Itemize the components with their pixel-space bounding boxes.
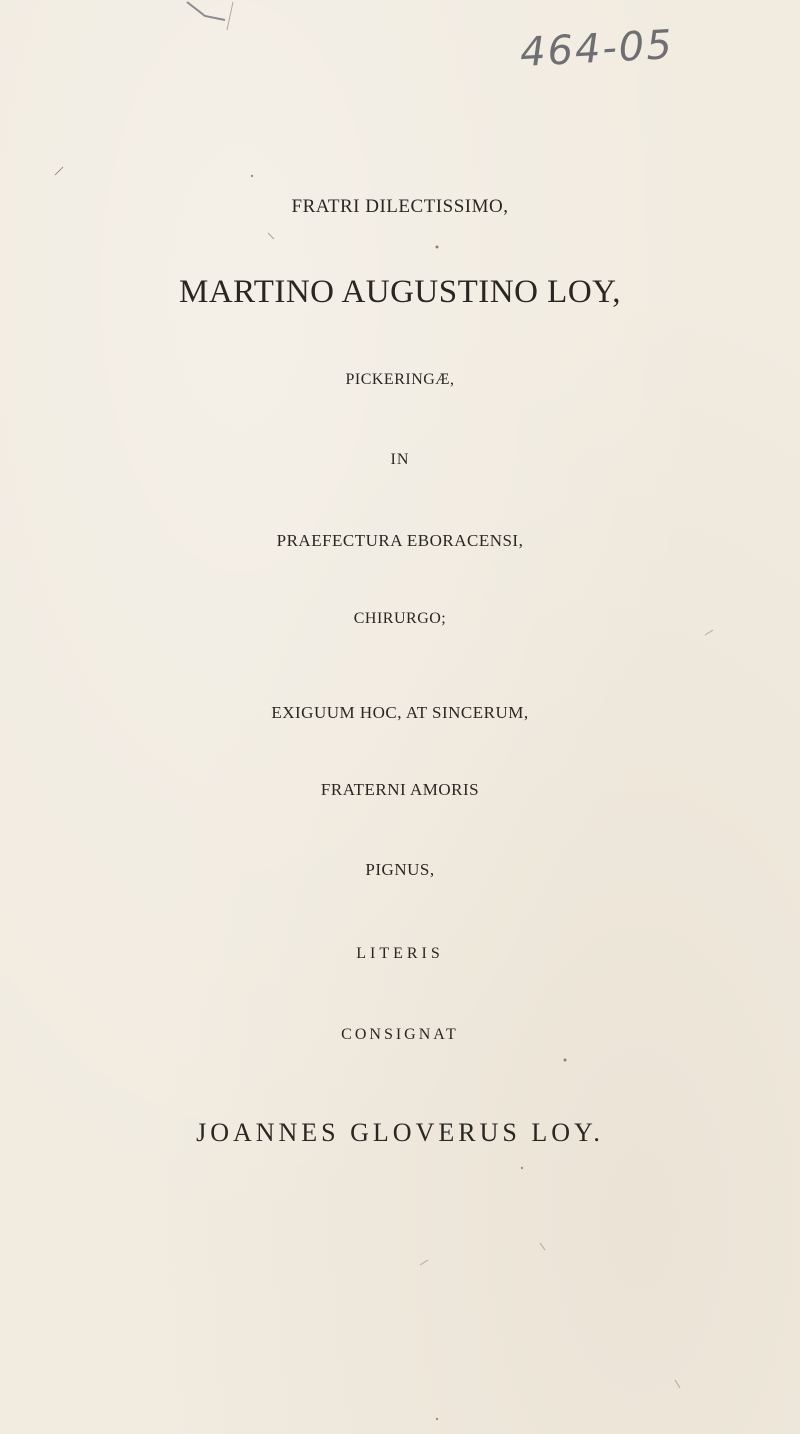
dedication-line-exiguum: EXIGUUM HOC, AT SINCERUM, (271, 703, 529, 722)
dedication-line-literis: LITERIS (356, 945, 444, 962)
dedication-line-pignus: PIGNUS, (365, 860, 435, 879)
dedication-line-praefectura: PRAEFECTURA EBORACENSI, (276, 531, 524, 550)
dedication-line-chirurgo: CHIRURGO; (353, 610, 447, 627)
dedication-line-consignat: CONSIGNAT (341, 1026, 459, 1043)
dedication-line-fraterni: FRATERNI AMORIS (320, 780, 480, 799)
dedication-line-place: PICKERINGÆ, (345, 371, 455, 388)
shelfmark-text: 464-05 (518, 22, 675, 76)
dedication-line-author: JOANNES GLOVERUS LOY. (196, 1118, 604, 1147)
dedication-line-name: MARTINO AUGUSTINO LOY, (179, 274, 621, 310)
dedication-line-fratri: FRATRI DILECTISSIMO, (291, 196, 509, 217)
dedication-line-in: IN (390, 451, 410, 468)
